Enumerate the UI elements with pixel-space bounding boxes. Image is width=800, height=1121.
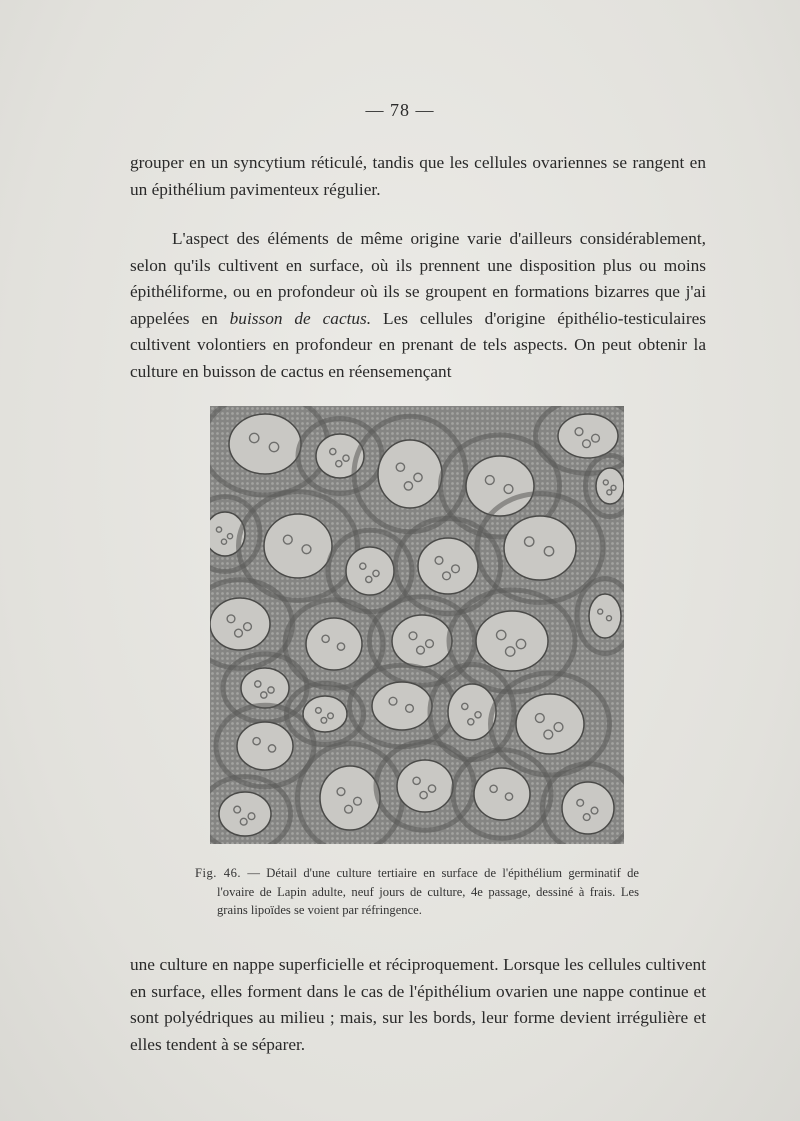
figure-caption-text: — Détail d'une culture tertiaire en surface de l'épithélium germinatif de l'ovaire de Lapin adulte, neuf jours de culture, 4e passage, dessiné à frais. Les grains lipoïdes se voient par réfringence. [217, 866, 639, 917]
cell-nucleus [589, 594, 621, 638]
cell-nucleus [219, 792, 271, 836]
cell-culture-drawing [210, 406, 624, 844]
cell-nucleus [264, 514, 332, 578]
cell-nucleus [320, 766, 380, 830]
cell-nucleus [210, 598, 270, 650]
cell-nucleus [306, 618, 362, 670]
cell-nucleus [516, 694, 584, 754]
paragraph-2-part-a: L'aspect des éléments de même origine varie d'ailleurs considérablement, selon qu'ils cultivent en surface, où ils prennent une disposition plus ou moins épithéliforme, ou en profondeur où ils se groupent en formations bizarres que j'ai appelées en [130, 229, 706, 328]
cell-nucleus [596, 468, 624, 504]
cell-nucleus [378, 440, 442, 508]
paragraph-3-text: une culture en nappe superficielle et réciproquement. Lorsque les cellules cultivent en surface, elles forment dans le cas de l'épithélium ovarien une nappe continue et sont polyédriques au milieu ; mais, sur les bords, leur forme devient irrégulière et elles tendent à se séparer. [130, 955, 706, 1054]
cell-nucleus [476, 611, 548, 671]
paragraph-2-part-b: Les cellules d'origine épithélio-testiculaires cultivent volontiers en profondeur en prenant de tels aspects. On peut obtenir la culture en buisson de cactus en réensemençant [130, 308, 706, 381]
cell-nucleus [397, 760, 453, 812]
cell-nucleus [237, 722, 293, 770]
cell-nucleus [474, 768, 530, 820]
cell-nucleus [418, 538, 478, 594]
paragraph-2-text [130, 226, 706, 385]
figure-caption [195, 864, 639, 920]
figure-46-image [210, 406, 624, 844]
italic-term: buisson de cactus. [229, 308, 372, 328]
paragraph-3 [130, 952, 706, 1058]
cell-nucleus [229, 414, 301, 474]
cell-nucleus [558, 414, 618, 458]
paragraph-1-text: grouper en un syncytium réticulé, tandis que les cellules ovariennes se rangent en un épithélium pavimenteux régulier. [130, 153, 706, 199]
cell-nucleus [241, 668, 289, 708]
cell-nucleus [372, 682, 432, 730]
cell-nucleus [562, 782, 614, 834]
page-number: — 78 — [365, 100, 435, 120]
paragraph-continuation [130, 150, 706, 203]
cell-nucleus [504, 516, 576, 580]
cell-nucleus [392, 615, 452, 667]
cell-nucleus [346, 547, 394, 595]
figure-label: Fig. 46. [195, 866, 242, 880]
paragraph-2 [130, 226, 706, 385]
